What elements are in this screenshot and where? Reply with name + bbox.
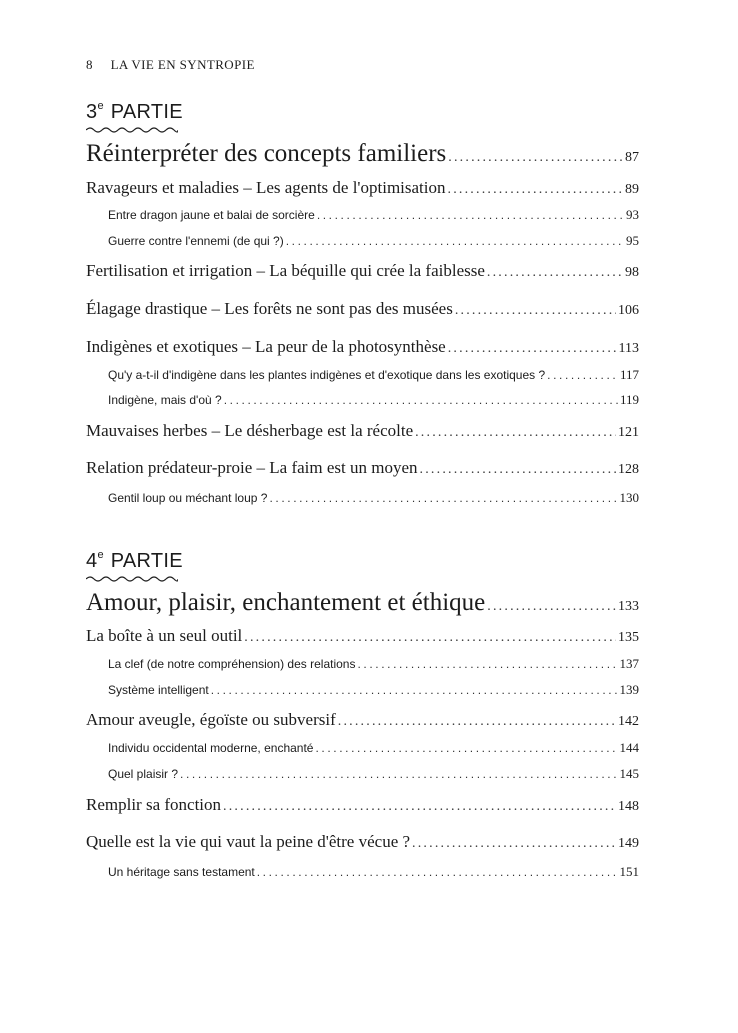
toc-title: Relation prédateur-proie – La faim est un moyen: [86, 458, 418, 477]
toc-entry[interactable]: [86, 710, 639, 730]
toc-page: 135: [618, 630, 639, 645]
page-number: 8: [86, 57, 93, 72]
toc-page: 130: [619, 490, 639, 505]
part-label: PARTIE: [110, 101, 183, 123]
toc-subentry[interactable]: [108, 682, 639, 698]
part-number: 3: [86, 101, 98, 123]
part-4-title[interactable]: [86, 589, 639, 617]
toc-title: Réinterpréter des concepts familiers: [86, 140, 447, 167]
dot-leader: [315, 741, 617, 755]
toc-title: Individu occidental moderne, enchanté: [108, 741, 314, 755]
dot-leader: [244, 630, 616, 646]
toc-title: Amour, plaisir, enchantement et éthique: [86, 589, 486, 616]
part-suffix: e: [97, 549, 104, 561]
dot-leader: [448, 182, 624, 198]
toc-title: Ravageurs et maladies – Les agents de l'optimisation: [86, 178, 446, 197]
toc-subentry[interactable]: [108, 207, 639, 223]
toc-page: 149: [618, 836, 639, 851]
toc-title: Indigène, mais d'où ?: [108, 393, 222, 407]
toc-page: 87: [625, 150, 639, 165]
toc-page: 133: [618, 599, 639, 614]
toc-subentry[interactable]: [108, 490, 639, 506]
toc-page: 144: [619, 740, 639, 755]
dot-leader: [487, 599, 616, 615]
toc-title: Mauvaises herbes – Le désherbage est la récolte: [86, 421, 414, 440]
dot-leader: [286, 234, 624, 248]
toc-page: 142: [618, 714, 639, 729]
toc-subentry[interactable]: [108, 656, 639, 672]
toc-entry[interactable]: [86, 178, 639, 198]
dot-leader: [420, 462, 616, 478]
toc-page: 117: [619, 367, 639, 382]
toc-page: 145: [619, 766, 639, 781]
toc-entry[interactable]: [86, 421, 639, 441]
toc-title: Gentil loup ou méchant loup ?: [108, 491, 268, 505]
toc-page: 128: [618, 462, 639, 477]
part-3-title[interactable]: [86, 140, 639, 168]
toc-page: 151: [619, 864, 639, 879]
toc-title: Fertilisation et irrigation – La béquille qui crée la faiblesse: [86, 261, 485, 280]
running-header: [86, 57, 255, 73]
dot-leader: [547, 368, 618, 382]
toc-title: Élagage drastique – Les forêts ne sont pas des musées: [86, 299, 453, 318]
toc-subentry[interactable]: [108, 740, 639, 756]
toc-page: 93: [626, 207, 639, 222]
toc-page: 106: [618, 303, 639, 318]
toc-entry[interactable]: [86, 337, 639, 357]
toc-title: Quel plaisir ?: [108, 767, 179, 781]
dot-leader: [338, 714, 616, 730]
toc-title: Indigènes et exotiques – La peur de la photosynthèse: [86, 337, 446, 356]
toc-title: Quelle est la vie qui vaut la peine d'être vécue ?: [86, 832, 411, 851]
dot-leader: [412, 836, 616, 852]
toc-page: 89: [625, 182, 639, 197]
toc-entry[interactable]: [86, 832, 639, 852]
toc-title: Guerre contre l'ennemi (de qui ?): [108, 234, 284, 248]
part-4-heading: [86, 549, 183, 573]
toc-entry[interactable]: [86, 299, 639, 319]
toc-page: 95: [626, 233, 639, 248]
part-3-heading: [86, 100, 183, 124]
toc-page: 113: [618, 341, 639, 356]
toc-entry[interactable]: [86, 626, 639, 646]
toc-subentry[interactable]: [108, 864, 639, 880]
toc-title: La boîte à un seul outil: [86, 626, 243, 645]
dot-leader: [180, 767, 617, 781]
dot-leader: [317, 208, 624, 222]
toc-page: 148: [618, 799, 639, 814]
toc-subentry[interactable]: [108, 392, 639, 408]
toc-title: Entre dragon jaune et balai de sorcière: [108, 208, 315, 222]
toc-title: Amour aveugle, égoïste ou subversif: [86, 710, 336, 729]
part-number: 4: [86, 550, 98, 572]
wave-ornament: [86, 575, 178, 583]
dot-leader: [224, 393, 618, 407]
toc-page: 121: [618, 425, 639, 440]
toc-title: La clef (de notre compréhension) des relations: [108, 657, 356, 671]
part-label: PARTIE: [110, 550, 183, 572]
dot-leader: [487, 265, 623, 281]
toc-page: 137: [619, 656, 639, 671]
running-title: LA VIE EN SYNTROPIE: [110, 57, 255, 72]
dot-leader: [448, 150, 623, 166]
dot-leader: [448, 341, 617, 357]
dot-leader: [357, 657, 617, 671]
dot-leader: [269, 491, 617, 505]
toc-subentry[interactable]: [108, 233, 639, 249]
toc-title: Système intelligent: [108, 683, 209, 697]
dot-leader: [257, 865, 618, 879]
part-suffix: e: [97, 100, 104, 112]
wave-ornament: [86, 126, 178, 134]
toc-page: 139: [619, 682, 639, 697]
toc-subentry[interactable]: [108, 367, 639, 383]
toc-entry[interactable]: [86, 458, 639, 478]
toc-page: 98: [625, 265, 639, 280]
dot-leader: [223, 799, 616, 815]
toc-title: Un héritage sans testament: [108, 865, 255, 879]
toc-subentry[interactable]: [108, 766, 639, 782]
dot-leader: [211, 683, 618, 697]
dot-leader: [455, 303, 616, 319]
dot-leader: [415, 425, 616, 441]
toc-page: 119: [619, 392, 639, 407]
toc-entry[interactable]: [86, 261, 639, 281]
toc-entry[interactable]: [86, 795, 639, 815]
toc-title: Remplir sa fonction: [86, 795, 222, 814]
toc-title: Qu'y a-t-il d'indigène dans les plantes indigènes et d'exotique dans les exotiques ?: [108, 368, 546, 382]
